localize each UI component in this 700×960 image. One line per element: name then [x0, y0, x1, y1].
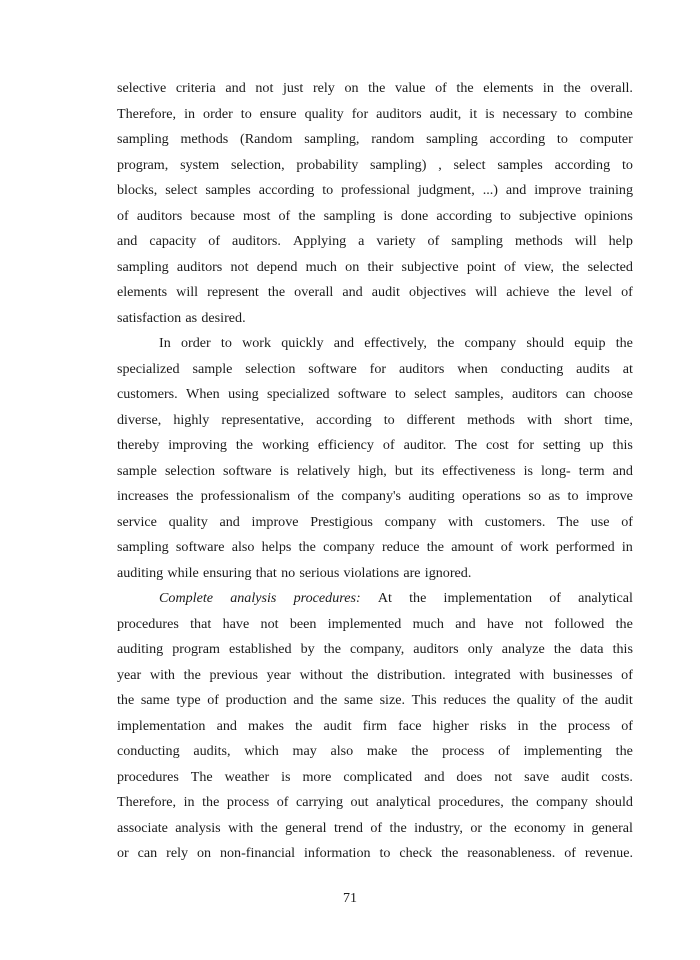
text-line: Complete analysis procedures: At the implementation of analytical: [159, 590, 633, 606]
text-line: sampling methods (Random sampling, random sampling according to computer: [117, 131, 633, 147]
text-line: sample selection software is relatively high, but its effectiveness is long- term and: [117, 462, 633, 479]
text-line: service quality and improve Prestigious company with customers. The use of: [117, 513, 633, 530]
text-line: program, system selection, probability sampling) , select samples according to: [117, 156, 633, 173]
text-line: implementation and makes the audit firm face higher risks in the process of: [117, 717, 633, 734]
text-line: or can rely on non-financial information to check the reasonableness. of revenue.: [117, 845, 633, 861]
text-line: Therefore, in order to ensure quality for auditors audit, it is necessary to combine: [117, 105, 633, 122]
text-line: sampling auditors not depend much on their subjective point of view, the selected: [117, 258, 633, 275]
text-line: Therefore, in the process of carrying out analytical procedures, the company should: [117, 794, 633, 810]
text-line: In order to work quickly and effectively, the company should equip the: [159, 335, 633, 351]
text-line: customers. When using specialized software to select samples, auditors can choose: [117, 386, 633, 402]
text-line: thereby improving the working efficiency of auditor. The cost for setting up this: [117, 437, 633, 453]
text-line: the same type of production and the same size. This reduces the quality of the audit: [117, 692, 633, 708]
text-line: conducting audits, which may also make the process of implementing the: [117, 743, 633, 759]
text-line: and capacity of auditors. Applying a variety of sampling methods will help: [117, 233, 633, 249]
text-line: blocks, select samples according to professional judgment, ...) and improve training: [117, 182, 633, 198]
text-line: procedures that have not been implemented much and have not followed the: [117, 615, 633, 632]
text-line: sampling software also helps the company reduce the amount of work performed in: [117, 539, 633, 555]
text-line: specialized sample selection software for auditors when conducting audits at: [117, 360, 633, 377]
text-line: auditing while ensuring that no serious violations are ignored.: [117, 564, 472, 581]
text-line: elements will represent the overall and audit objectives will achieve the level of: [117, 284, 633, 300]
text-line: selective criteria and not just rely on the value of the elements in the overall.: [117, 80, 633, 96]
text-line: auditing program established by the company, auditors only analyze the data this: [117, 641, 633, 657]
body-text: [117, 76, 633, 867]
text-line: satisfaction as desired.: [117, 309, 246, 326]
text-line: procedures The weather is more complicated and does not save audit costs.: [117, 768, 633, 785]
text-line: increases the professionalism of the company's auditing operations so as to improve: [117, 488, 633, 504]
text-line: diverse, highly representative, according to different methods with short time,: [117, 411, 633, 428]
text-line: associate analysis with the general trend of the industry, or the economy in general: [117, 819, 633, 836]
page-number: 71: [343, 891, 357, 906]
text-line: year with the previous year without the distribution. integrated with businesses of: [117, 666, 633, 683]
text-line: of auditors because most of the sampling is done according to subjective opinions: [117, 207, 633, 224]
